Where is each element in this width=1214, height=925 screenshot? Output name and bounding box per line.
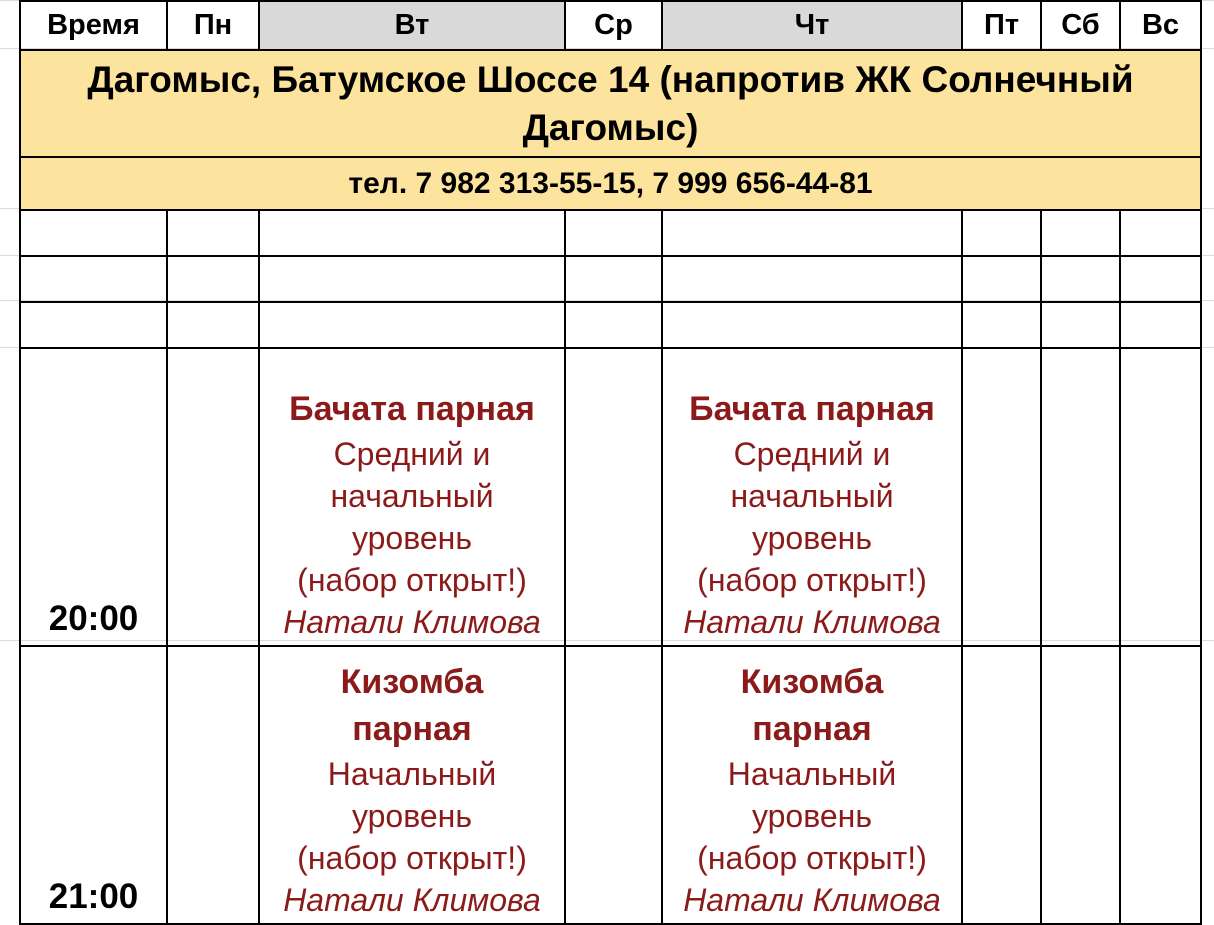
cell[interactable]	[167, 646, 259, 924]
cell[interactable]	[565, 256, 662, 302]
cell[interactable]	[1120, 210, 1201, 256]
header-sat[interactable]: Сб	[1041, 1, 1120, 50]
time-cell[interactable]: 21:00	[20, 646, 167, 924]
cell[interactable]	[167, 348, 259, 646]
class-line: уровень	[351, 520, 472, 556]
address-row	[20, 50, 1201, 157]
cell[interactable]	[1041, 210, 1120, 256]
address-cell[interactable]	[20, 50, 1201, 157]
cell[interactable]	[1120, 256, 1201, 302]
cell[interactable]	[662, 210, 962, 256]
class-line: Средний и	[333, 436, 491, 472]
cell[interactable]	[259, 256, 565, 302]
class-teacher: Натали Климова	[683, 882, 941, 918]
cell[interactable]	[1041, 646, 1120, 924]
schedule-table	[19, 0, 1202, 925]
cell[interactable]	[1041, 302, 1120, 348]
cell[interactable]	[1041, 348, 1120, 646]
cell[interactable]	[1120, 302, 1201, 348]
cell[interactable]	[1120, 646, 1201, 924]
class-title: парная	[352, 710, 472, 748]
cell[interactable]	[662, 302, 962, 348]
phone-cell[interactable]: тел. 7 982 313-55-15, 7 999 656-44-81	[20, 157, 1201, 210]
address-line-2: Дагомыс)	[522, 106, 699, 148]
cell[interactable]	[20, 210, 167, 256]
empty-row	[20, 210, 1201, 256]
slot-row-2000	[20, 348, 1201, 646]
class-title: Бачата парная	[689, 390, 935, 428]
class-cell-thu[interactable]	[662, 348, 962, 646]
cell[interactable]	[962, 348, 1041, 646]
cell[interactable]	[962, 210, 1041, 256]
class-title: Бачата парная	[289, 390, 535, 428]
class-line: уровень	[751, 520, 872, 556]
class-title: Кизомба	[740, 663, 884, 701]
class-line: начальный	[730, 478, 894, 514]
class-line: уровень	[351, 798, 472, 834]
cell[interactable]	[259, 210, 565, 256]
class-line: Средний и	[733, 436, 891, 472]
class-cell-thu[interactable]	[662, 646, 962, 924]
header-row	[20, 1, 1201, 50]
class-line: (набор открыт!)	[697, 562, 927, 598]
cell[interactable]	[962, 256, 1041, 302]
cell[interactable]	[259, 302, 565, 348]
class-line: Начальный	[327, 756, 497, 792]
phone-row	[20, 157, 1201, 210]
cell[interactable]	[565, 646, 662, 924]
cell[interactable]	[565, 302, 662, 348]
class-line: (набор открыт!)	[297, 840, 527, 876]
cell[interactable]	[962, 646, 1041, 924]
class-cell-tue[interactable]	[259, 348, 565, 646]
header-mon[interactable]: Пн	[167, 1, 259, 50]
class-teacher: Натали Климова	[683, 604, 941, 640]
cell[interactable]	[565, 348, 662, 646]
cell[interactable]	[565, 210, 662, 256]
cell[interactable]	[20, 256, 167, 302]
empty-row	[20, 256, 1201, 302]
cell[interactable]	[1041, 256, 1120, 302]
class-line: (набор открыт!)	[697, 840, 927, 876]
cell[interactable]	[167, 256, 259, 302]
class-line: (набор открыт!)	[297, 562, 527, 598]
header-fri[interactable]: Пт	[962, 1, 1041, 50]
cell[interactable]	[662, 256, 962, 302]
class-teacher: Натали Климова	[283, 604, 541, 640]
slot-row-2100	[20, 646, 1201, 924]
cell[interactable]	[1120, 348, 1201, 646]
class-title: парная	[752, 710, 872, 748]
class-line: уровень	[751, 798, 872, 834]
header-thu[interactable]: Чт	[662, 1, 962, 50]
header-wed[interactable]: Ср	[565, 1, 662, 50]
cell[interactable]	[962, 302, 1041, 348]
time-cell[interactable]: 20:00	[20, 348, 167, 646]
empty-row	[20, 302, 1201, 348]
header-tue[interactable]: Вт	[259, 1, 565, 50]
cell[interactable]	[20, 302, 167, 348]
class-title: Кизомба	[340, 663, 484, 701]
class-line: начальный	[330, 478, 494, 514]
header-time[interactable]: Время	[20, 1, 167, 50]
class-teacher: Натали Климова	[283, 882, 541, 918]
address-line-1: Дагомыс, Батумское Шоссе 14 (напротив ЖК Солнечный	[87, 58, 1134, 100]
cell[interactable]	[167, 210, 259, 256]
header-sun[interactable]: Вс	[1120, 1, 1201, 50]
cell[interactable]	[167, 302, 259, 348]
class-cell-tue[interactable]	[259, 646, 565, 924]
class-line: Начальный	[727, 756, 897, 792]
